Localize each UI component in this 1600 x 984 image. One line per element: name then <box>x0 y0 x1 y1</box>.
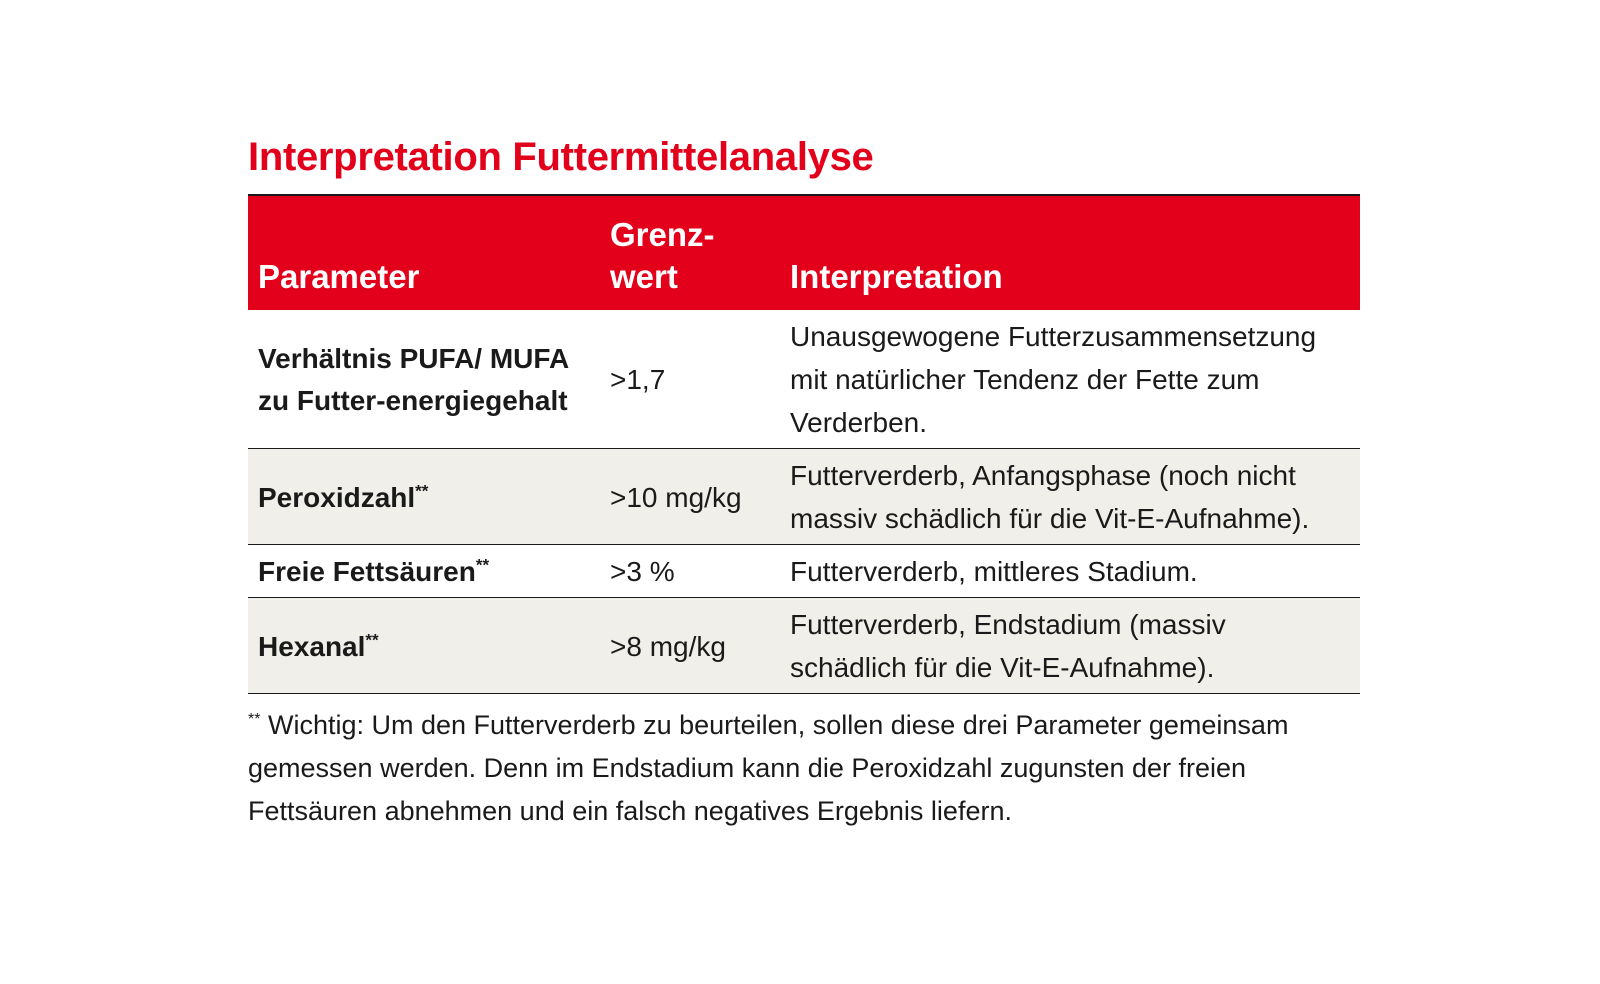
header-parameter: Parameter <box>258 258 420 295</box>
document <box>248 132 1360 860</box>
table-header-row <box>248 195 1360 310</box>
header-grenzwert-line2: wert <box>610 258 678 295</box>
analysis-table <box>248 194 1360 694</box>
row-parameter-text: Peroxidzahl <box>258 481 416 513</box>
footnote <box>248 704 1360 833</box>
row-parameter-text: Freie Fettsäuren <box>258 556 476 587</box>
row-parameter-text: Hexanal <box>258 630 366 662</box>
table-row <box>248 598 1360 694</box>
row-grenzwert: >1,7 <box>600 310 780 449</box>
footnote-marker: ** <box>248 711 261 728</box>
header-grenzwert-line1: Grenz- <box>610 216 715 253</box>
row-grenzwert: >3 % <box>600 545 780 598</box>
row-interpretation: Futterverderb, Anfangsphase (noch nicht massiv schädlich für die Vit-E-Aufnahme). <box>780 449 1360 545</box>
footnote-marker: ** <box>415 481 429 501</box>
footnote-marker: ** <box>365 630 379 650</box>
footnote-marker: ** <box>475 555 490 575</box>
row-interpretation: Unausgewogene Futterzusammensetzung mit natürlicher Tendenz der Fette zum Verderben. <box>780 310 1360 449</box>
row-grenzwert: >8 mg/kg <box>600 598 780 694</box>
row-parameter <box>248 449 600 545</box>
table-row <box>248 449 1360 545</box>
page-title: Interpretation Futtermittelanalyse <box>248 135 874 179</box>
header-grenzwert <box>600 195 780 310</box>
row-interpretation: Futterverderb, mittleres Stadium. <box>780 545 1360 598</box>
table-row <box>248 310 1360 449</box>
table-row <box>248 545 1360 598</box>
header-interpretation: Interpretation <box>790 258 1003 295</box>
footnote-text: Wichtig: Um den Futterverderb zu beurteilen, sollen diese drei Parameter gemeinsam gemessen werden. Denn im Endstadium kann die Peroxidzahl zugunsten der freien Fettsäuren abnehmen und ein falsch negatives Ergebnis liefern. <box>248 710 1289 826</box>
row-parameter <box>248 310 600 449</box>
row-grenzwert: >10 mg/kg <box>600 449 780 545</box>
row-parameter <box>248 598 600 694</box>
row-interpretation: Futterverderb, Endstadium (massiv schädlich für die Vit-E-Aufnahme). <box>780 598 1360 694</box>
row-parameter <box>248 545 600 598</box>
row-parameter-text: Verhältnis PUFA/ MUFA zu Futter-energiegehalt <box>258 342 569 416</box>
